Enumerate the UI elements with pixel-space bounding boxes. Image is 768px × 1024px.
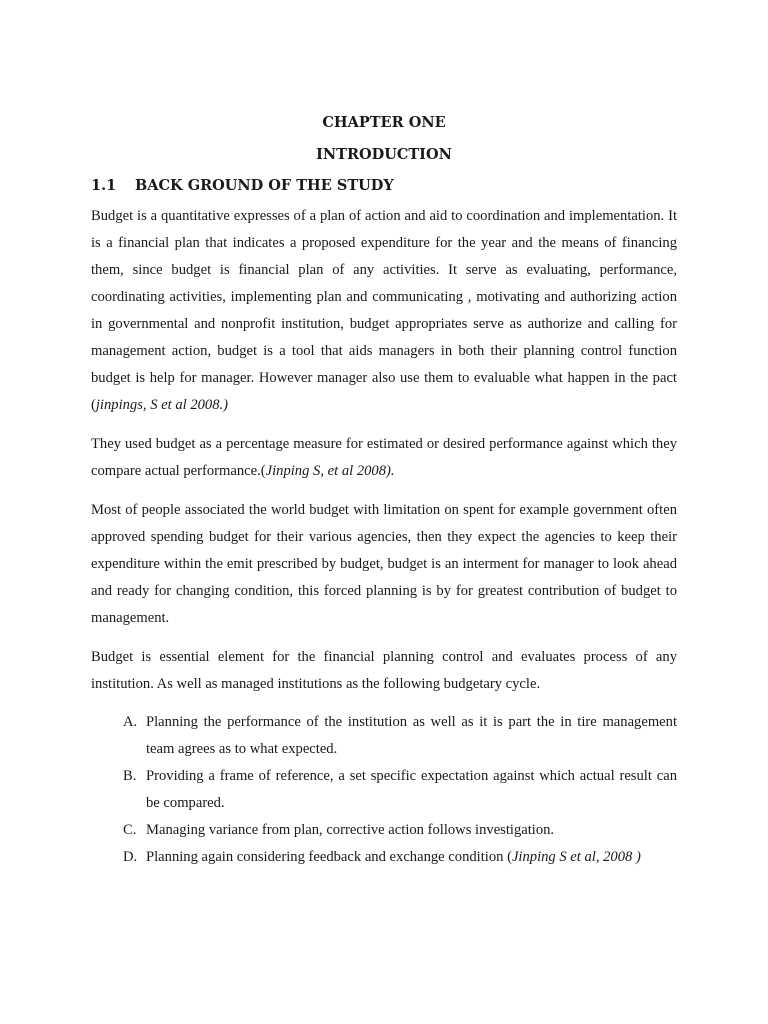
section-heading-text: BACK GROUND OF THE STUDY [135,177,394,194]
list-item-text: Planning again considering feedback and exchange condition ( [146,849,512,865]
chapter-subtitle: INTRODUCTION [316,146,452,163]
paragraph-budget-definition [91,203,677,419]
section-heading [91,176,394,196]
paragraph-text: Budget is essential element for the financial planning control and evaluates process of any institution. As well as managed institutions as the following budgetary cycle. [91,649,677,692]
paragraph-text: They used budget as a percentage measure for estimated or desired performance against which they compare actual performance.( [91,436,677,479]
budgetary-cycle-list [91,709,677,871]
citation: jinpings, S et al 2008.) [95,397,229,413]
paragraph-text: Most of people associated the world budget with limitation on spent for example government often approved spending budget for their various agencies, then they expect the agencies to keep their expenditure within the emit prescribed by budget, budget is an interment for manager to look ahead and ready for changing condition, this forced planning is by for greatest contribution of budget to management. [91,502,677,626]
citation: Jinping S, et al 2008). [265,463,395,479]
citation: Jinping S et al, 2008 ) [511,849,641,865]
paragraph-performance-measure [91,431,677,485]
section-number: 1.1 [91,177,117,194]
paragraph-budgetary-cycle-intro [91,644,677,698]
list-item-text: Providing a frame of reference, a set specific expectation against which actual result can be compared. [146,768,677,811]
list-item [91,844,677,871]
list-item [91,763,677,817]
list-item-text: Planning the performance of the institution as well as it is part the in tire management team agrees as to what expected. [146,714,677,757]
paragraph-text: Budget is a quantitative expresses of a plan of action and aid to coordination and implementation. It is a financial plan that indicates a proposed expenditure for the year and the means of financing them, since budget is financial plan of any activities. It serve as evaluating, performance, coordinating activities, implementing plan and communicating , motivating and authorizing action in governmental and nonprofit institution, budget appropriates serve as authorize and calling for management action, budget is a tool that aids managers in both their planning control function budget is help for manager. However manager also use them to evaluable what happen in the pact ( [91,208,677,413]
paragraph-budget-limitation [91,497,677,632]
list-marker: C. [123,822,137,838]
chapter-title: CHAPTER ONE [322,114,446,131]
list-marker: A. [123,714,138,730]
list-item [91,709,677,763]
list-marker: D. [123,849,138,865]
list-item-text: Managing variance from plan, corrective action follows investigation. [146,822,555,838]
list-item [91,817,677,844]
list-marker: B. [123,768,137,784]
